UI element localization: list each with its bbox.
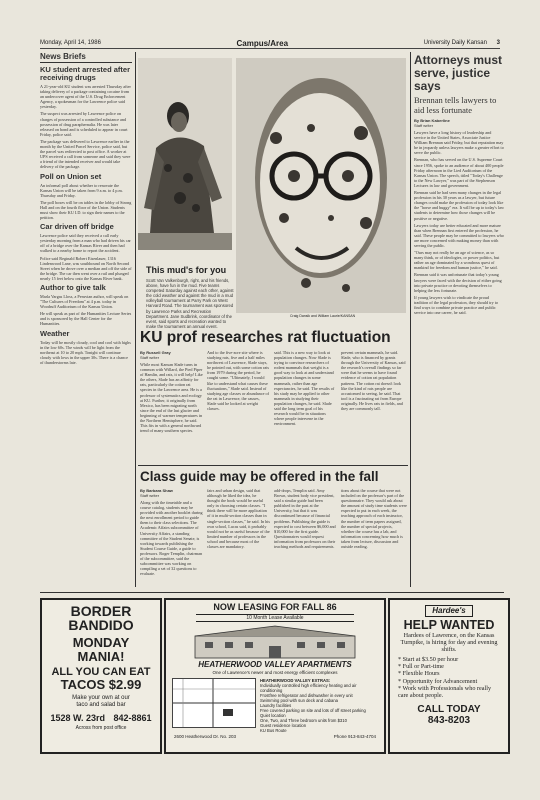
ad-call: CALL TODAY [417, 704, 481, 716]
paper-name: University Daily Kansan [423, 40, 487, 46]
class-guide-col-4 [341, 488, 407, 588]
rats-byline: By Russell Gray [140, 350, 171, 355]
rats-col-3 [274, 350, 337, 462]
article-text: tions about the course that were not included on the professor's part of the questionnaire. They would ask about the amount of study time students were expected to put in each week, the teaching approach of each instructor, the number of term papers assigned, the number of special projects, whether the course has a lab, and information concerning how much is taken from lecture, discussion and outside reading. [341, 488, 407, 550]
ad-phone: 843-8203 [427, 715, 471, 727]
article-text: said. This is a new way to look at population changes. Now Slade is trying to convince researchers of rodent mammals that weight is a good way to look at and understand population changes in some mammals, rather than age expectancies, he said. The results of his study may be applied to other mammals in studying their population changes, he said. Slade said the long term goal of his research would be in situations where people intervene in the environment. [274, 350, 335, 427]
brief-text: The package was delivered to Lawrence earlier in the month by the United Parcel Service, police said, but the parcel was redirected to post office. A worker at UPS received a call from someone and said they were a friend of the intended receiver and would take delivery of the package. [40, 138, 131, 170]
column-divider [135, 52, 136, 587]
ad-list-item: * Work with Professionals who really care about people. [398, 684, 492, 700]
feature-item: Free covered parking on site and lots of off street parking [260, 708, 366, 713]
ad-phone: 842-8861 [113, 713, 152, 723]
brief-headline: Poll on Union set [40, 171, 102, 181]
ad-brand-line: BANDIDO [68, 617, 134, 633]
article-text: Lawyers today are better educated and more mature than when Brennan first entered the profession, he said. These people may be committed to lawyers who are more concerned with making money than with serving the public. [414, 222, 504, 248]
feature-item: One, Two, and Three bedroom units from $310 [260, 718, 347, 723]
section-title: Campus/Area [236, 38, 289, 48]
article-text: While most Kansan Slade turns in common with Willard, the Pied Piper of Hamlin, and rats, it will help! Like the others, Slade has an affinity for rats, particularly the cotton rat species in the Lawrence area. He is a professor of systematics and ecology at KU. Further, it originally from Mexico, has been migrating north since the end of the last glacier and beginning of warmer temperatures in the Northern Hemisphere, he said. This fits in with a general northward trend of many southern species. [140, 362, 203, 434]
ad-brand: HEATHERWOOD VALLEY APARTMENTS [198, 660, 352, 669]
class-guide-headline: Class guide may be offered in the fall [140, 469, 379, 484]
article-text: Along with the timetable and a course catalog, students may be provided with another booklet during the next enrollment period to guide them to their class selections. The Academic Affairs subcommittee of University Affairs, a standing committee of the Student Senate, is working towards publishing the Student Course Guide, a guide to professors. Roger Templin, chairman of the subcommittee, said the subcommittee was working on compiling a set of 32 questions to evaluate. [140, 500, 203, 577]
rats-byline-block [140, 350, 200, 362]
ad-tagline: One of Lawrence's newer and most energy efficient complexes [212, 670, 338, 675]
ad-subhead: Hardees of Lawrence, on the Kansas Turnpike, is hiring for day and evening shifts. [400, 632, 498, 653]
mud-photo-right [236, 58, 406, 313]
mud-woman-illustration [138, 58, 232, 250]
brief-text: Police said Reginald Robert Eisenlauer, 1316 Lindenwood Lane, was southbound on North Second Street when he drove over a median and off the side of the bridge. The car then went over a rail and plunged nearly 15 feet below onto the Kansas River bank. [40, 255, 132, 281]
ad-address: 1528 W. 23rd [50, 713, 105, 723]
rats-col-1 [140, 362, 203, 462]
ad-text: taco and salad bar [76, 702, 126, 708]
brief-headline: Car driven off bridge [40, 222, 114, 232]
caption-body: Scott Van Valkenburgh, right, and his friends, above, have fun in the mud. Five teams competed Saturday against each other, against the cold weather and against the mud in a mud volleyball tournament at Parry Park on West Harvard Road. The tournament was sponsored by Lawrence Parks and Recreation Department. Jane Sudbrink, coordinator of the event, said sports and recreation wanted to make the tournament an annual event. [146, 278, 234, 329]
attorneys-headline: Attorneys must serve, justice says [414, 53, 503, 93]
brief-text: A 21-year-old KU student was arrested Thursday after taking delivery of a package containing cocaine from an undercover agent of the U.S. Drug Enforcement Agency, a spokesman for the Lawrence police said yesterday. [40, 84, 131, 110]
mud-face-illustration [236, 58, 406, 313]
article-text: prevent certain mammals, he said. Slade, who is financed by grants through the University of Kansas, said the research's overall findings so far were that he seems to have found evidence of cotton rat population patterns. The cotton rat doesn't look like the kind of rats people are accustomed to seeing, he said. That tool is a fascinating rat from Europe originally. He lives rats in fields, and they are commonly tall. [341, 350, 406, 412]
column-divider [410, 52, 411, 587]
class-guide-byline: By Barbara Shaw [140, 488, 173, 493]
rats-headline: KU prof researches rat fluctuation [140, 329, 391, 346]
article-text: fairs and urban design, said that although he liked the idea, he thought the book would be useful only in choosing certain classes. "I think there will be more application of it in multi-section classes than in single-section classes," he said. In his own school, Lucas said, it probably would not be as useful because of the limited number of professors in the school and because most of the classes are mandatory. [207, 488, 270, 550]
ad-list-item: * Opportunity for Advancement [398, 677, 478, 685]
brief-text: Today will be mostly cloudy, cool and cool with highs in the low 60s. The winds will be light from the northeast at 10 to 20 mph. Tonight will continue cloudy with lows in the upper 30s. There is a chance of thunderstorms late. [40, 339, 131, 365]
class-guide-col-2 [207, 488, 270, 588]
class-guide-byline-block [140, 488, 200, 500]
features-title: HEATHERWOOD VALLEY EXTRAS: [260, 678, 331, 683]
article-text: "Ours may not really be an age of science, as so many think, or of ideologies, or power politics, but rather an age dominated by a wondrous quest of mankind for freedom and human justice," he said. [414, 250, 500, 271]
map-box [172, 678, 256, 728]
ad-brand-line: BORDER [70, 603, 132, 619]
ad-list-item: * Full or Part-time [398, 663, 444, 671]
apartment-building-icon [175, 624, 375, 660]
article-text: Brennan said he had seen many changes in the legal profession in his 30 years as a lawyer, but future changes could make the profession of today look like the "horse and buggy" era. It will be up to today's law students to determine how those changes will be positive or negative. [414, 190, 504, 221]
feature-item: Guest residence location [260, 723, 307, 728]
attorneys-column [414, 54, 504, 589]
article-text: Brennan said it was unfortunate that today's young lawyers were faced with the decision of either going into private practice or devoting themselves to helping the less fortunate. [414, 272, 502, 293]
ad-footer: Across from post office [75, 725, 127, 731]
story-divider [138, 465, 408, 466]
photo-credit: Craig Dansik and William Laurie/KANSAN [290, 314, 356, 318]
article-text: add-drops, Templin said. Amy Brown, student body vice president, said a similar guide had been published in the past at the University, but that it was discontinued because of financial problems. Publishing the guide is expected to cost between $6,000 and $10,000 for the first guide. Questionnaires would request information from professors on their teaching methods and requirements. [274, 488, 336, 550]
class-guide-col-3 [274, 488, 337, 588]
attorneys-subhead: Brennan tells lawyers to aid less fortunate [414, 95, 497, 115]
issue-date: Monday, April 14, 1986 [40, 40, 101, 46]
ad-promo-line: MANIA! [77, 649, 125, 664]
feature-item: Laundry facilities [260, 703, 292, 708]
rats-col-2 [207, 350, 270, 462]
ad-subhead: 10 Month Lease Available [196, 614, 354, 622]
location-map-icon [173, 679, 255, 727]
ad-promo-line: ALL YOU CAN EAT [51, 666, 151, 678]
attorneys-byline: By Brian Kaberline [414, 118, 450, 123]
brief-text: The poll boxes will be on tables in the lobby of Strong Hall and on the fourth floor of the Union. Students must show their KU I.D. to sign their names to the petition. [40, 199, 132, 221]
page-header [40, 38, 500, 49]
brief-text: An informal poll about whether to renovate the Kansas Union will be taken from 9 a.m. to 4 p.m. Thursday and Friday. [40, 182, 123, 198]
page-number: 3 [496, 40, 500, 46]
class-guide-byline-role: Staff writer [140, 493, 160, 498]
ad-headline: HELP WANTED [403, 618, 495, 632]
ad-text: Make your own at our [72, 695, 130, 701]
article-text: If young lawyers wish to vindicate the proud tradition of the legal profession, they should try to find ways to combine private practice and public service into one career, he said. [414, 294, 499, 316]
feature-item: Individually controlled high efficiency heating and air conditioning [260, 683, 357, 693]
feature-item: KU Bus Route [260, 728, 287, 733]
brief-headline: KU student arrested after receiving drugs [40, 65, 131, 82]
rats-col-4 [341, 350, 407, 462]
feature-item: Frostfree refrigerator and dishwasher in every unit [260, 693, 353, 698]
ad-list-item: * Flexible Hours [398, 670, 440, 678]
ad-price: TACOS $2.99 [60, 677, 142, 692]
ad-phone: Phone 913-843-4704 [333, 734, 376, 739]
ad-list-item: * Start at $3.50 per hour [398, 656, 459, 663]
brief-headline: Weather [40, 328, 70, 338]
brief-headline: Author to give talk [40, 283, 106, 292]
ad-brand: Hardee's [425, 605, 472, 617]
ad-divider [40, 592, 504, 593]
brief-text: The suspect was arrested by Lawrence police on charges of possession of a controlled substance and possession of drug paraphernalia. He was later released on bond and is scheduled to appear in court Friday, police said. [40, 111, 128, 137]
heatherwood-ad [164, 598, 386, 754]
news-briefs-column [40, 52, 132, 587]
article-text: Lawyers have a long history of leadership and service in the United States, Associate Justice William Brennan said Friday, but that reputation may be in jeopardy unless lawyers make a greater effort to serve the public. [414, 130, 504, 156]
brief-text: Lawrence police said they received a call early yesterday morning from a man who had driven his car off of a bridge over the Kansas River and then had walked to a nearby home to report the accident. [40, 233, 131, 254]
hardees-ad [388, 598, 510, 754]
feature-item: Quiet location [260, 713, 286, 718]
article-text: Brennan, who has served on the U.S. Supreme Court since 1956, spoke to an audience of about 400 people Friday afternoon in the Lied Auditorium of the Kansas Union. The speech, titled "Today's Challenge to the New Lawyer," was part of the Stephenson Lectures in law and government. [414, 157, 504, 188]
article-text: And to the five-acre site where is studying rats, five and a half miles northwest of Lawrence, Slade stays, he pointed out, with some cotton rats from 1979 during the period, he caught some. "Ultimately, I would like to understand what causes these fluctuations," Slade said. Instead of studying age classes or abundance of the rat in Lawrence, the causes, Slade said he looked at weight classes. [207, 350, 269, 412]
caption-title: This mud's for you [146, 265, 227, 275]
ad-promo-line: MONDAY [72, 635, 130, 650]
brief-text: Marla Vargas Lloss, a Peruvian author, will speak on "The Cultures of Freedom" at 4 p.m. today in Woodruff Auditorium of the Kansas Union. [40, 294, 129, 310]
rats-byline-role: Staff writer [140, 355, 160, 360]
mud-photo-left [138, 58, 232, 250]
ad-headline: NOW LEASING FOR FALL 86 [213, 602, 337, 612]
feature-item: Swimming pool with sun deck and cabana [260, 698, 338, 703]
border-bandido-ad [40, 598, 162, 754]
brief-text: He will speak as part of the Humanities Lecture Series and is sponsored by the Hall Center for the Humanities. [40, 311, 132, 327]
ad-address: 2600 Heatherwood Dr. No. 203 [174, 734, 237, 739]
mud-caption-text [146, 278, 234, 329]
attorneys-byline-role: Staff writer [414, 123, 434, 128]
news-briefs-title: News Briefs [40, 52, 132, 63]
class-guide-col-1 [140, 500, 203, 588]
